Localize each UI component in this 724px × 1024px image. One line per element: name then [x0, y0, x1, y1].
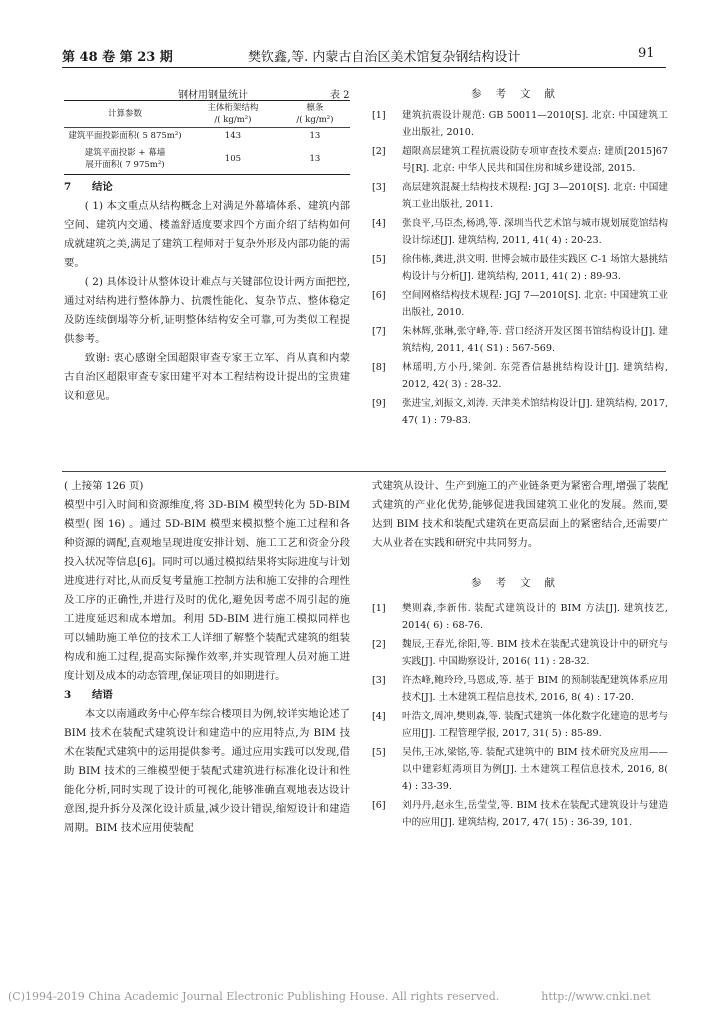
continued-article — [64, 477, 350, 838]
conclusion-section — [64, 178, 350, 406]
body-paragraph: 本文以南通政务中心停车综合楼项目为例,较详实地论述了 BIM 技术在装配式建筑设计和建造中的应用特点,为 BIM 技术在装配式建筑中的运用提供参考。通过应用实践可以发现,借助 BIM 技术的三维模型便于装配式建筑进行标准化设计和性能化分析,同时实现了设计的可视化,能够准确直观地表达设计意图,提升拆分及深化设计质量,减少设计错误,缩短设计和建造周期。BIM 技术应用使装配 — [64, 708, 350, 834]
section-heading: 7 结论 — [64, 181, 113, 193]
continued-article-right — [372, 477, 668, 553]
body-paragraph: 式建筑从设计、生产到施工的产业链条更为紧密合理,增强了装配式建筑的产业化优势,能够促进我国建筑工业化的发展。然而,要达到 BIM 技术和装配式建筑在更高层面上的紧密结合,还需要广大从业者在实践和研究中共同努力。 — [372, 480, 668, 549]
acknowledgement: 致谢: 衷心感谢全国超限审查专家王立军、肖从真和内蒙古自治区超限审查专家田建平对本工程结构设计提出的宝贵建议和意见。 — [64, 352, 350, 402]
table-cell: 13 — [309, 130, 321, 141]
steel-table — [64, 100, 350, 175]
table-title: 钢材用钢量统计 — [178, 90, 248, 101]
reference-item: [6] 空间网格结构技术规程: JGJ 7—2010[S]. 北京: 中国建筑工业出版社, 2010. — [372, 290, 668, 318]
running-title: 樊钦鑫,等. 内蒙古自治区美术馆复杂钢结构设计 — [248, 50, 521, 65]
reference-item: [7] 朱林辉,张琳,张守峰,等. 营口经济开发区图书馆结构设计[J]. 建筑结构, 2011, 41( S1) : 567-569. — [372, 326, 668, 354]
reference-item: [3] 许杰峰,鲍玲玲,马恩成,等. 基于 BIM 的预制装配建筑体系应用技术[J]. 土木建筑工程信息技术, 2016, 8( 4) : 17-20. — [372, 675, 668, 703]
table-row — [64, 144, 350, 175]
reference-item: [4] 叶浩文,周冲,樊则森,等. 装配式建筑一体化数字化建造的思考与应用[J]. 工程管理学报, 2017, 31( 5) : 85-89. — [372, 711, 668, 739]
section-heading: 3 结语 — [64, 689, 113, 701]
table-header-cell: 主体桁架结构 /( kg/m²) — [186, 101, 280, 128]
table-cell: 105 — [186, 144, 280, 175]
article-separator — [62, 471, 666, 472]
reference-item: [9] 张进宝,刘振文,刘涛. 天津美术馆结构设计[J]. 建筑结构, 2017, 47( 1) : 79-83. — [372, 398, 668, 426]
table-cell: 建筑平面投影面积( 5 875m²) — [68, 131, 182, 141]
references-list — [372, 107, 668, 431]
reference-item: [6] 刘丹丹,赵永生,岳莹莹,等. BIM 技术在装配式建筑设计与建造中的应用[J]. 建筑结构, 2017, 47( 15) : 36-39, 101. — [372, 800, 668, 828]
conclusion-paragraph: ( 1) 本文重点从结构概念上对满足外幕墙体系、建筑内部空间、建筑内交通、楼盖舒适度要求四个方面介绍了结构如何成就建筑之美,满足了建筑工程师对于复杂外形及内部功能的需要。 — [64, 200, 350, 269]
reference-item: [2] 魏辰,王春光,徐阳,等. BIM 技术在装配式建筑设计中的研究与实践[J]. 中国勘察设计, 2016( 11) : 28-32. — [372, 639, 668, 667]
table-cell: 建筑平面投影 + 幕墙 展开面积( 7 975m²) — [64, 144, 186, 175]
journal-volume-issue: 第 48 卷 第 23 期 — [62, 50, 173, 65]
reference-item: [3] 高层建筑混凝土结构技术规程: JGJ 3—2010[S]. 北京: 中国建筑工业出版社, 2011. — [372, 182, 668, 210]
reference-item: [5] 吴伟,王冰,梁铭,等. 装配式建筑中的 BIM 技术研究及应用——以中建彩虹湾项目为例[J]. 土木建筑工程信息技术, 2016, 8( 4) : 33-39. — [372, 747, 668, 792]
table-header-cell: 檩条 /( kg/m²) — [280, 101, 350, 128]
header-rule — [62, 67, 666, 68]
table-label: 表 2 — [330, 90, 350, 101]
reference-item: [1] 樊则森,李新伟. 装配式建筑设计的 BIM 方法[J]. 建筑技艺, 2014( 6) : 68-76. — [372, 603, 668, 631]
body-paragraph: 模型中引入时间和资源维度,将 3D-BIM 模型转化为 5D-BIM 模型( 图 16) 。通过 5D-BIM 模型来模拟整个施工过程和各种资源的调配,直观地呈现进度安排计划、施工工艺和资金分段投入状况等信息[6]。同时可以通过模拟结果将实际进度与计划进度进行对比,从而反复考量施工控制方法和施工安排的合理性及工序的正确性,并进行及时的优化,避免因考虑不周引起的施工进度延迟和成本增加。利用 5D-BIM 进行施工模拟同样也可以辅助施工单位的技术工人详细了解整个装配式建筑的组装构成和施工过程,提高实际操作效率,并实现管理人员对施工进度计划及成本的动态管理,保证项目的如期进行。 — [64, 499, 350, 682]
reference-item: [5] 徐伟栋,龚进,洪文明. 世博会城市最佳实践区 C-1 场馆大悬挑结构设计与分析[J]. 建筑结构, 2011, 41( 2) : 89-93. — [372, 254, 668, 282]
page-number: 91 — [638, 46, 655, 61]
reference-item: [1] 建筑抗震设计规范: GB 50011—2010[S]. 北京: 中国建筑工业出版社, 2010. — [372, 110, 668, 138]
table-row — [64, 128, 350, 145]
reference-item: [2] 超限高层建筑工程抗震设防专项审查技术要点: 建质[2015]67 号[R]. 北京: 中华人民共和国住房和城乡建设部, 2015. — [372, 146, 668, 174]
references-list — [372, 600, 668, 833]
references-title: 参考文献 — [471, 577, 569, 589]
conclusion-paragraph: ( 2) 具体设计从整体设计难点与关键部位设计两方面把控,通过对结构进行整体静力、抗震性能化、复杂节点、整体稳定及防连续倒塌等分析,证明整体结构安全可靠,可为类似工程提供参考。 — [64, 276, 350, 345]
reference-item: [4] 张良平,马臣杰,杨鸿,等. 深圳当代艺术馆与城市规划展览馆结构设计综述[J]. 建筑结构, 2011, 41( 4) : 20-23. — [372, 218, 668, 246]
references-title: 参考文献 — [471, 88, 569, 100]
copyright-footer: (C)1994-2019 China Academic Journal Electronic Publishing House. All rights reserved. http://www.cnki.net — [8, 990, 651, 1003]
continued-note: ( 上接第 126 页) — [64, 480, 144, 492]
table-header-cell: 计算参数 — [64, 101, 186, 128]
table-cell: 143 — [224, 130, 242, 141]
table-cell: 13 — [280, 144, 350, 175]
reference-item: [8] 林瑶明,方小丹,梁剑. 东莞香信悬挑结构设计[J]. 建筑结构, 2012, 42( 3) : 28-32. — [372, 362, 668, 390]
